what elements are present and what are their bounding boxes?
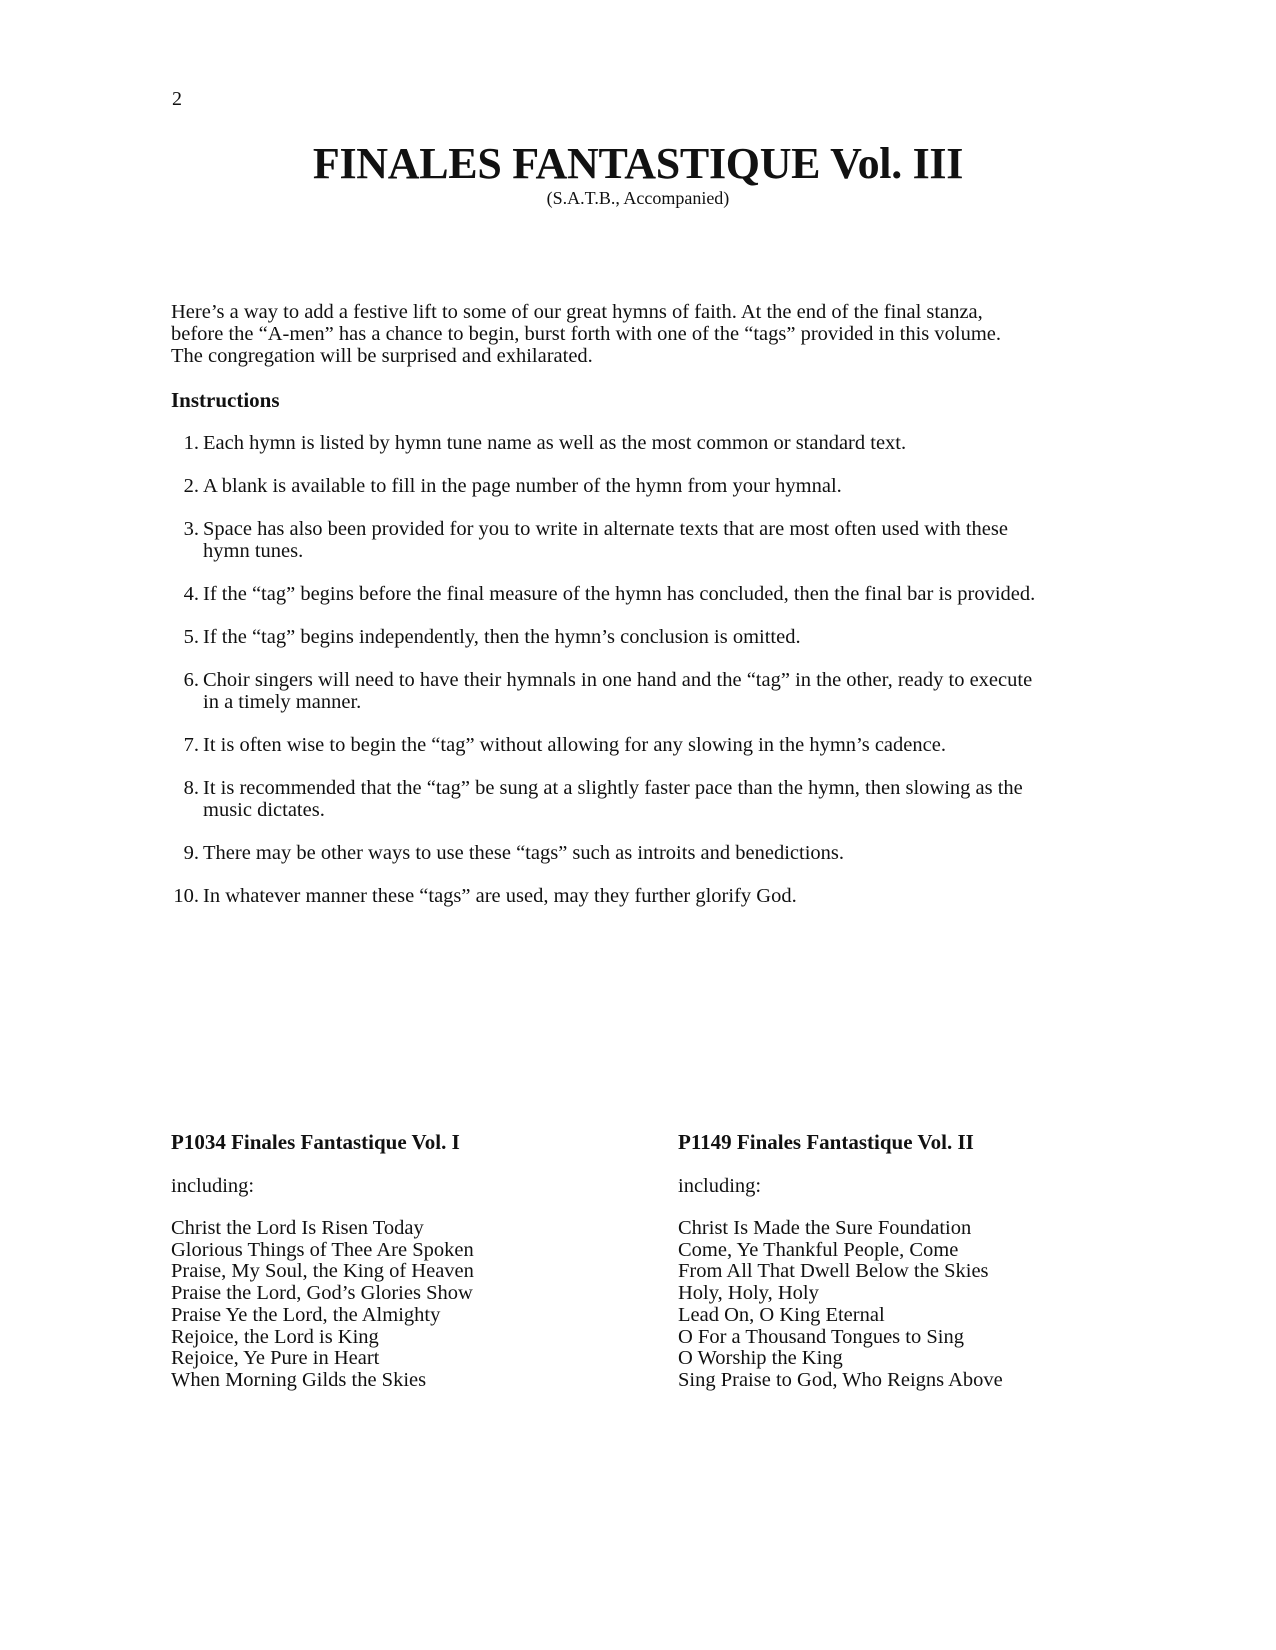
hymn-item: Rejoice, the Lord is King <box>171 1325 379 1348</box>
page-number: 2 <box>172 88 182 110</box>
volume-two-column <box>678 1130 1003 1392</box>
hymn-item: Glorious Things of Thee Are Spoken <box>171 1238 474 1261</box>
list-item <box>171 626 1051 648</box>
hymn-item: Lead On, O King Eternal <box>678 1303 885 1326</box>
list-text: A blank is available to fill in the page number of the hymn from your hymnal. <box>203 475 842 497</box>
title-block <box>0 140 1276 210</box>
list-text: Space has also been provided for you to write in alternate texts that are most often used with these hymn tunes. <box>203 518 1008 562</box>
hymn-item: Praise Ye the Lord, the Almighty <box>171 1303 441 1326</box>
list-number: 3. <box>183 518 199 540</box>
list-item <box>171 475 1051 497</box>
hymn-item: Christ the Lord Is Risen Today <box>171 1217 424 1239</box>
hymn-item: Holy, Holy, Holy <box>678 1282 819 1305</box>
hymn-item: Christ Is Made the Sure Foundation <box>678 1217 972 1239</box>
hymn-item: Praise the Lord, God’s Glories Show <box>171 1282 473 1305</box>
volume-one-column <box>171 1130 474 1392</box>
instructions-heading: Instructions <box>171 388 280 412</box>
hymn-item: Sing Praise to God, Who Reigns Above <box>678 1368 1003 1391</box>
list-item <box>171 777 1051 821</box>
list-item <box>171 734 1051 756</box>
list-text: It is recommended that the “tag” be sung at a slightly faster pace than the hymn, then slowing as the music dictates. <box>203 777 1023 821</box>
list-number: 9. <box>183 842 199 864</box>
hymn-item: Rejoice, Ye Pure in Heart <box>171 1347 380 1370</box>
list-text: If the “tag” begins before the final measure of the hymn has concluded, then the final bar is provided. <box>203 583 1036 605</box>
list-item <box>171 518 1051 562</box>
list-text: It is often wise to begin the “tag” without allowing for any slowing in the hymn’s cadence. <box>203 734 946 756</box>
list-text: In whatever manner these “tags” are used, may they further glorify God. <box>203 885 797 907</box>
hymn-item: O Worship the King <box>678 1347 843 1370</box>
list-number: 2. <box>183 475 199 497</box>
hymn-item: From All That Dwell Below the Skies <box>678 1260 989 1283</box>
list-item <box>171 842 1051 864</box>
list-text: If the “tag” begins independently, then the hymn’s conclusion is omitted. <box>203 626 801 648</box>
list-text: Each hymn is listed by hymn tune name as well as the most common or standard text. <box>203 432 907 454</box>
list-number: 7. <box>183 734 199 756</box>
hymn-list <box>678 1218 1003 1392</box>
list-item <box>171 583 1051 605</box>
hymn-list <box>171 1218 474 1392</box>
hymn-item: Come, Ye Thankful People, Come <box>678 1238 959 1261</box>
list-number: 10. <box>173 885 199 907</box>
list-item <box>171 885 1051 907</box>
including-label: including: <box>171 1175 255 1197</box>
list-number: 5. <box>183 626 199 648</box>
list-text: Choir singers will need to have their hymnals in one hand and the “tag” in the other, ready to execute in a timely manner. <box>203 669 1033 713</box>
hymn-item: When Morning Gilds the Skies <box>171 1368 427 1391</box>
list-item <box>171 432 1051 454</box>
page-subtitle: (S.A.T.B., Accompanied) <box>546 188 730 209</box>
page-title: FINALES FANTASTIQUE Vol. III <box>312 139 964 188</box>
intro-paragraph: Here’s a way to add a festive lift to some of our great hymns of faith. At the end of the final stanza, before the “A-men” has a chance to begin, burst forth with one of the “tags” provided in this volume. The congregation will be surprised and exhilarated. <box>171 301 1001 367</box>
hymn-item: O For a Thousand Tongues to Sing <box>678 1325 964 1348</box>
instructions-list <box>171 432 1051 928</box>
volume-heading: P1034 Finales Fantastique Vol. I <box>171 1130 460 1154</box>
list-item <box>171 669 1051 713</box>
including-label: including: <box>678 1175 762 1197</box>
list-number: 1. <box>183 432 199 454</box>
list-number: 4. <box>183 583 199 605</box>
hymn-item: Praise, My Soul, the King of Heaven <box>171 1260 474 1283</box>
list-text: There may be other ways to use these “tags” such as introits and benedictions. <box>203 842 845 864</box>
list-number: 6. <box>183 669 199 691</box>
volume-heading: P1149 Finales Fantastique Vol. II <box>678 1130 974 1154</box>
list-number: 8. <box>183 777 199 799</box>
